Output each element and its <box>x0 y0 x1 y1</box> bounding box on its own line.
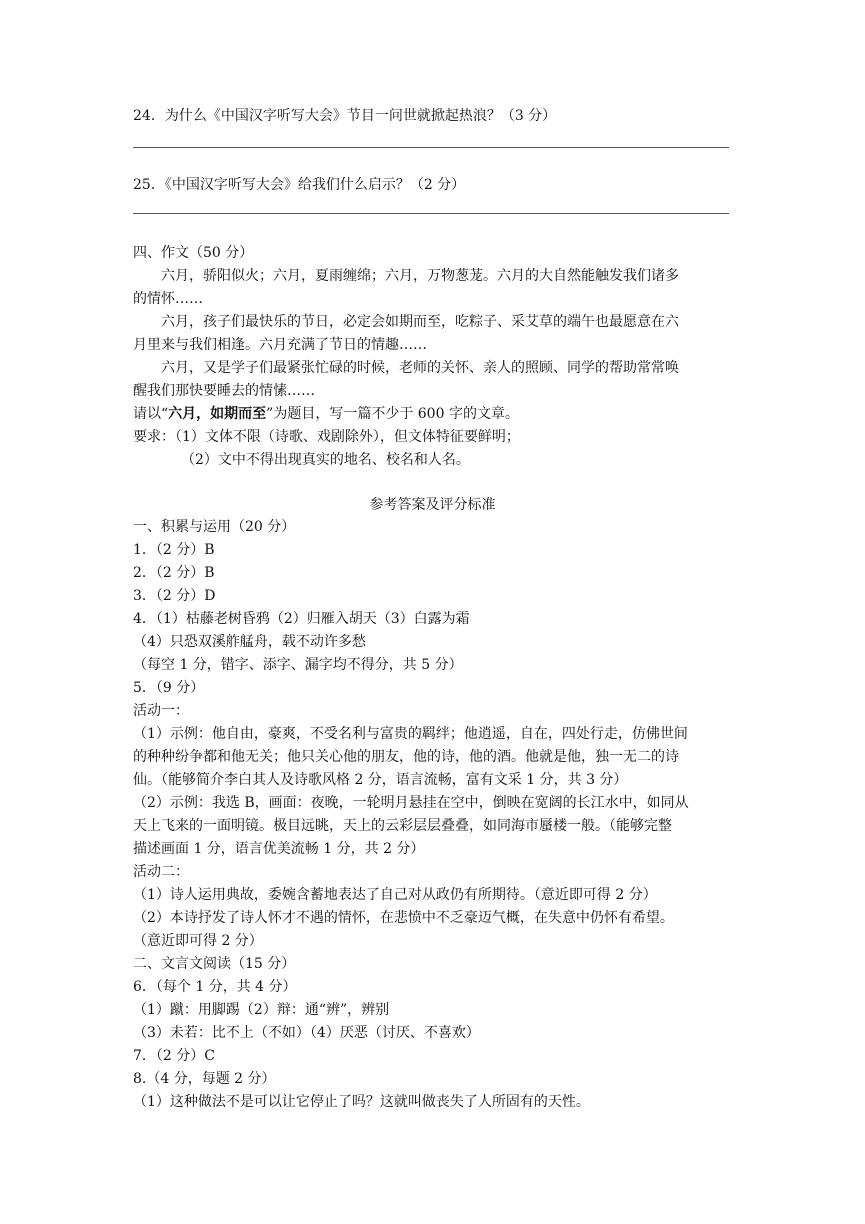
answer-line: （意近即可得 2 分） <box>133 933 263 949</box>
essay-para-2-line-1: 六月，孩子们最快乐的节日，必定会如期而至，吃粽子、采艾草的端午也最愿意在六 <box>161 314 679 330</box>
answer-line: （2）本诗抒发了诗人怀才不遇的情怀，在悲愤中不乏豪迈气概，在失意中仍怀有希望。 <box>133 910 674 926</box>
answer-line: 3．（2 分）D <box>133 588 216 604</box>
answer-line: 2．（2 分）B <box>133 565 215 581</box>
answer-line: 描述画面 1 分，语言优美流畅 1 分，共 2 分） <box>133 841 425 857</box>
answer-line: （1）这种做法不是可以让它停止了吗？这就叫做丧失了人所固有的天性。 <box>133 1094 590 1110</box>
essay-para-2-line-2: 月里来与我们相逢。六月充满了节日的情趣…… <box>133 337 427 353</box>
essay-heading: 四、作文（50 分） <box>133 245 254 261</box>
question-24: 24．为什么《中国汉字听写大会》节目一问世就掀起热浪？（3 分） <box>133 108 557 124</box>
answers-title: 参考答案及评分标准 <box>369 497 496 513</box>
answer-line: （3）未若：比不上（不如）（4）厌恶（讨厌、不喜欢） <box>133 1025 480 1041</box>
essay-requirement-1: 要求：（1）文体不限（诗歌、戏剧除外），但文体特征要鲜明； <box>133 429 520 445</box>
essay-para-1-line-1: 六月，骄阳似火；六月，夏雨缠绵；六月，万物葱茏。六月的大自然能触发我们诸多 <box>161 268 679 284</box>
answer-line: 天上飞来的一面明镜。极目远眺，天上的云彩层层叠叠，如同海市蜃楼一般。（能够完整 <box>133 818 672 834</box>
essay-prompt-pre: 请以“ <box>133 406 169 422</box>
answer-line: 二、文言文阅读（15 分） <box>133 956 296 972</box>
essay-para-1-line-2: 的情怀…… <box>133 291 203 307</box>
answer-line: 活动二： <box>133 864 189 880</box>
answer-line: 一、积累与运用（20 分） <box>133 519 296 535</box>
answer-line: （每空 1 分，错字、添字、漏字均不得分，共 5 分） <box>133 657 463 673</box>
answer-line: 8.（4 分，每题 2 分） <box>133 1071 276 1087</box>
answer-line: （4）只恐双溪舴艋舟，载不动许多愁 <box>133 634 366 650</box>
essay-requirement-2: （2）文中不得出现真实的地名、校名和人名。 <box>181 452 470 468</box>
answer-line-25[interactable] <box>133 213 729 214</box>
answer-line: 活动一： <box>133 703 189 719</box>
answer-line: 仙。（能够简介李白其人及诗歌风格 2 分，语言流畅，富有文采 1 分，共 3 分） <box>133 772 628 788</box>
answer-line: 的种种纷争都和他无关；他只关心他的朋友，他的诗，他的酒。他就是他，独一无二的诗 <box>133 749 679 765</box>
essay-prompt <box>133 405 519 423</box>
answer-line: 7．（2 分）C <box>133 1048 215 1064</box>
answer-line: （1）示例：他自由，豪爽，不受名利与富贵的羁绊；他逍遥，自在，四处行走，仿佛世间 <box>133 726 688 742</box>
essay-para-3-line-1: 六月，又是学子们最紧张忙碌的时候，老师的关怀、亲人的照顾、同学的帮助常常唤 <box>161 360 679 376</box>
essay-para-3-line-2: 醒我们那快要睡去的情愫…… <box>133 383 315 399</box>
question-25: 25．《中国汉字听写大会》给我们什么启示？（2 分） <box>133 177 466 193</box>
answer-line: 6．（每个 1 分，共 4 分） <box>133 979 297 995</box>
answer-line: 5．（9 分） <box>133 680 205 696</box>
answer-line: 1．（2 分）B <box>133 542 215 558</box>
answer-line: （1）诗人运用典故，委婉含蓄地表达了自己对从政仍有所期待。（意近即可得 2 分） <box>133 887 657 903</box>
answer-line-24[interactable] <box>133 147 729 148</box>
answer-line: （2）示例：我选 B，画面：夜晚，一轮明月悬挂在空中，倒映在宽阔的长江水中，如同从 <box>133 795 689 811</box>
essay-title: 六月，如期而至 <box>168 406 267 422</box>
essay-prompt-post: ”为题目，写一篇不少于 600 字的文章。 <box>266 406 519 422</box>
answer-line: 4．（1）枯藤老树昏鸦（2）归雁入胡天（3）白露为霜 <box>133 611 470 627</box>
answer-line: （1）蹴：用脚踢（2）辩：通“辨”，辨别 <box>133 1002 390 1018</box>
